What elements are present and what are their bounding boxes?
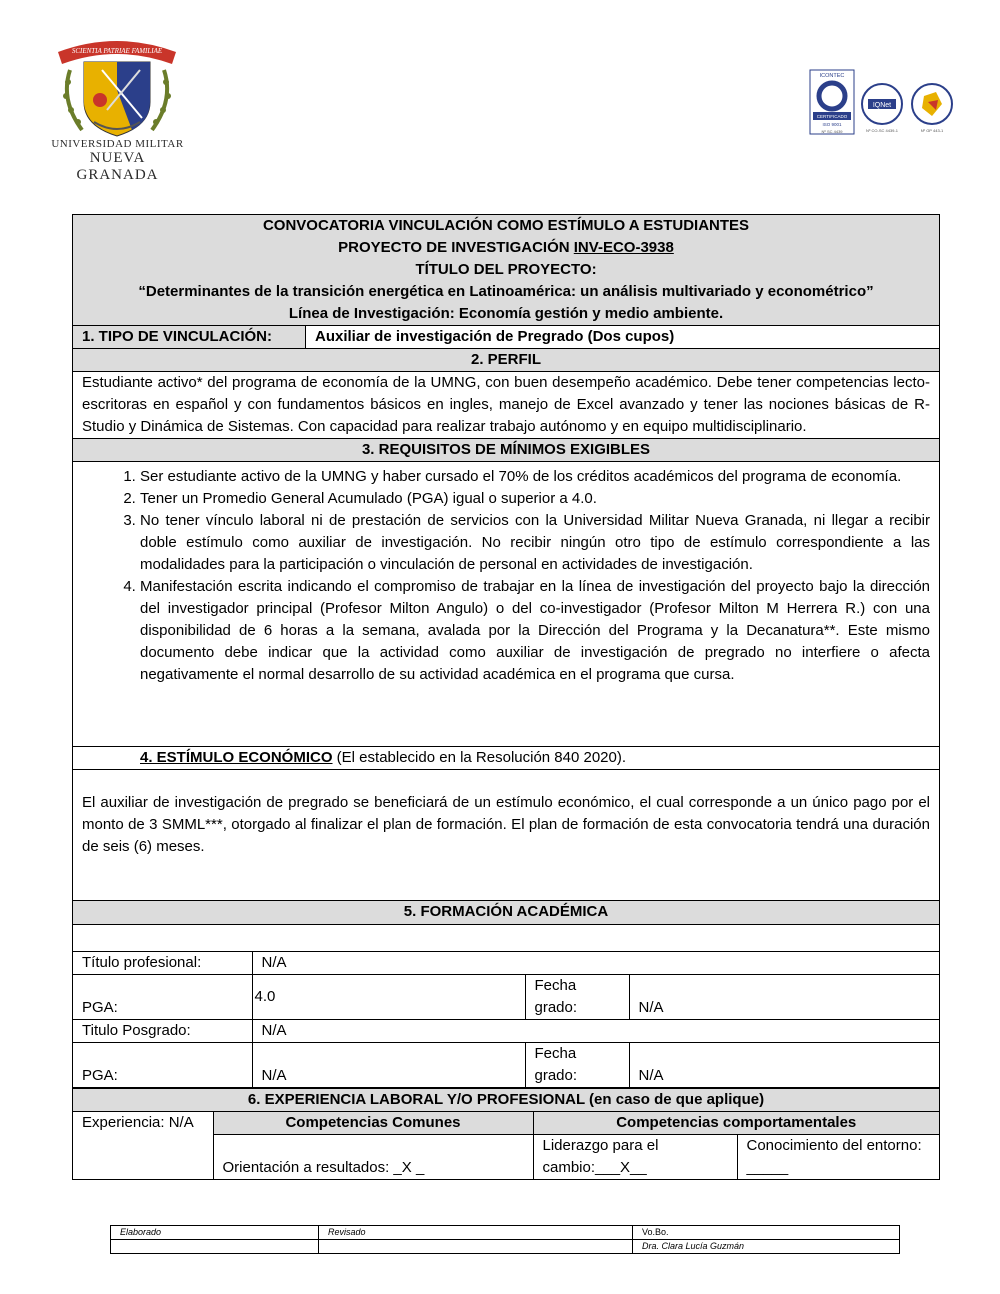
cert-iqnet-label: IQNet: [872, 102, 892, 109]
formacion-table: [73, 952, 939, 1087]
project-code-prefix: PROYECTO DE INVESTIGACIÓN: [338, 239, 574, 256]
footer-signer: Dra. Clara Lucía Guzmán: [633, 1240, 900, 1254]
cert-icontec-number: Nº SC 4439: [821, 129, 843, 134]
certification-badges-icon: [808, 68, 958, 138]
requisitos-title: 3. REQUISITOS DE MÍNIMOS EXIGIBLES: [73, 439, 940, 462]
project-title-label: TÍTULO DEL PROYECTO:: [415, 261, 597, 278]
requisito-item: 4. Manifestación escrita indicando el compromiso de trabajar en la línea de investigación del proyecto bajo la dirección del investigador principal (Profesor Milton Angulo) o del co-investigador (Profesor Milton M Herrera R.) con una disponibilidad de 6 horas a la semana, avalada por la Dirección del Programa y la Decanatura**. Este mismo documento debe indicar que la actividad como auxiliar de investigación de pregrado no interfiere o afecta negativamente el normal desarrollo de su actividad académica en el programa que cursa.: [140, 576, 930, 686]
footer-revisado: Revisado: [319, 1226, 633, 1240]
vinculacion-value: Auxiliar de investigación de Pregrado (Dos cupos): [306, 326, 940, 349]
liderazgo-cambio: Liderazgo para el cambio:___X__: [533, 1135, 737, 1180]
experiencia-title: 6. EXPERIENCIA LABORAL Y/O PROFESIONAL (en caso de que aplique): [73, 1088, 940, 1112]
posgrado-label: Titulo Posgrado:: [73, 1020, 252, 1043]
certification-logos: [808, 68, 958, 138]
estimulo-note: (El establecido en la Resolución 840 2020).: [332, 749, 627, 766]
call-title: CONVOCATORIA VINCULACIÓN COMO ESTÍMULO A ESTUDIANTES: [262, 217, 750, 234]
approval-footer-table: [110, 1225, 900, 1254]
perfil-text: Estudiante activo* del programa de economía de la UMNG, con buen desempeño académico. Debe tener competencias lecto-escritoras en español y con fundamentos básicos en ingles, manejo de Excel avanzado y tener las nociones básicas de R-Studio y Dinámica de Sistemas. Con capacidad para realizar trabajo autónomo y en equipo multidisciplinario.: [73, 372, 940, 439]
footer-elaborado-sign: [111, 1240, 319, 1254]
cert-gp-number: Nº GP 443-1: [920, 128, 944, 133]
cert-certificado-label: CERTIFICADO: [816, 114, 848, 119]
orientacion-resultados: Orientación a resultados: _X _: [213, 1135, 533, 1180]
university-name: [50, 138, 185, 184]
project-title: “Determinantes de la transición energética en Latinoamérica: un análisis multivariado y econométrico”: [138, 283, 874, 300]
fecha2-value: N/A: [629, 1043, 939, 1088]
formacion-empty-row: [73, 925, 940, 952]
experiencia-table: [73, 1112, 939, 1179]
university-name-line1: UNIVERSIDAD MILITAR: [51, 138, 184, 150]
call-form-table: [72, 214, 940, 1180]
research-line: Línea de Investigación: Economía gestión y medio ambiente.: [288, 305, 724, 322]
requisitos-section: [73, 462, 940, 747]
requisito-item: 1. Ser estudiante activo de la UMNG y haber cursado el 70% de los créditos académicos del programa de economía.: [140, 466, 930, 488]
formacion-grid: [73, 952, 940, 1089]
pga1-value: 4.0: [252, 975, 525, 1020]
pga2-value: N/A: [252, 1043, 525, 1088]
estimulo-title-row: [73, 747, 940, 770]
logo-motto: SCIENTIA PATRIAE FAMILIAE: [71, 47, 163, 55]
footer-revisado-sign: [319, 1240, 633, 1254]
cert-iso-label: ISO 9001: [822, 122, 842, 127]
vinculacion-label: 1. TIPO DE VINCULACIÓN:: [73, 326, 306, 349]
requisito-item: 3. No tener vínculo laboral ni de prestación de servicios con la Universidad Militar Nueva Granada, ni llegar a recibir doble estímulo como auxiliar de investigación. No recibir ningún otro tipo de estímulo correspondiente a las modalidades para la participación o vinculación de personal en actividades de investigación.: [140, 510, 930, 576]
experiencia-label: Experiencia: N/A: [73, 1112, 213, 1179]
call-header: [73, 215, 940, 326]
formacion-title: 5. FORMACIÓN ACADÉMICA: [73, 901, 940, 925]
estimulo-title: 4. ESTÍMULO ECONÓMICO: [140, 749, 333, 766]
fecha1-label: Fecha grado:: [525, 975, 629, 1020]
project-code-line: [82, 237, 930, 259]
footer-elaborado: Elaborado: [111, 1226, 319, 1240]
university-name-line2: NUEVA GRANADA: [76, 150, 159, 183]
project-code: INV-ECO-3938: [573, 239, 674, 256]
competencias-comunes-header: Competencias Comunes: [213, 1112, 533, 1135]
requisito-item: 2. Tener un Promedio General Acumulado (PGA) igual o superior a 4.0.: [140, 488, 930, 510]
requisitos-list: [82, 466, 930, 686]
fecha1-value: N/A: [629, 975, 939, 1020]
fecha2-label: Fecha grado:: [525, 1043, 629, 1088]
perfil-title: 2. PERFIL: [73, 349, 940, 372]
cert-iqnet-number: Nº CO-SC 4439-1: [866, 128, 898, 133]
estimulo-text: El auxiliar de investigación de pregrado se beneficiará de un estímulo económico, el cual corresponde a un único pago por el monto de 3 SMML***, otorgado al finalizar el plan de formación. El plan de formación de esta convocatoria tendrá una duración de seis (6) meses.: [73, 770, 940, 901]
competencias-comportamentales-header: Competencias comportamentales: [533, 1112, 939, 1135]
conocimiento-entorno: Conocimiento del entorno: _____: [737, 1135, 939, 1180]
pga1-label: PGA:: [73, 975, 252, 1020]
titulo-value: N/A: [252, 952, 939, 975]
university-crest-icon: [52, 30, 182, 142]
experiencia-grid: [73, 1112, 940, 1180]
posgrado-value: N/A: [252, 1020, 939, 1043]
pga2-label: PGA:: [73, 1043, 252, 1088]
footer-vobo: Vo.Bo.: [633, 1226, 900, 1240]
titulo-label: Título profesional:: [73, 952, 252, 975]
cert-icontec-label: ICONTEC: [819, 73, 845, 79]
